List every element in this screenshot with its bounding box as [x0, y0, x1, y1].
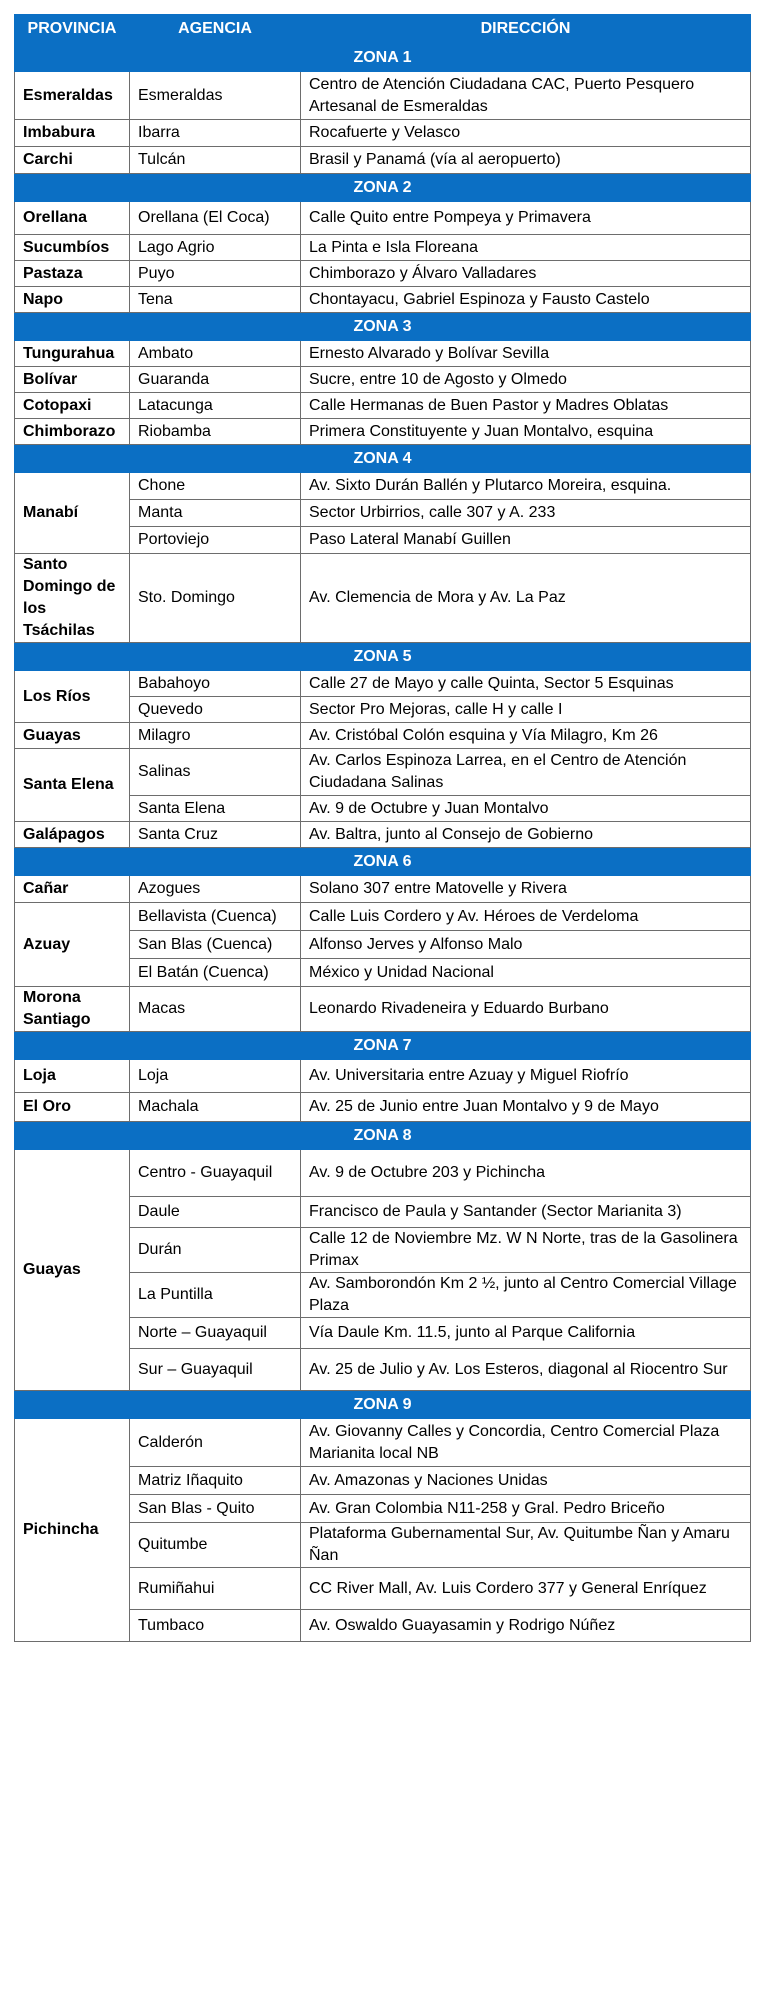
zone-row [15, 313, 751, 341]
table-row [15, 147, 751, 174]
table-row [15, 120, 751, 147]
agency-cell: Tumbaco [130, 1610, 301, 1642]
table-row [15, 367, 751, 393]
table-row [15, 235, 751, 261]
province-cell: Cañar [15, 876, 130, 903]
table-header [15, 15, 751, 44]
address-cell: Rocafuerte y Velasco [301, 120, 751, 147]
province-cell: El Oro [15, 1093, 130, 1122]
province-cell: Napo [15, 287, 130, 313]
address-cell: Francisco de Paula y Santander (Sector Marianita 3) [301, 1197, 751, 1228]
province-cell: Bolívar [15, 367, 130, 393]
address-cell: Av. 9 de Octubre y Juan Montalvo [301, 796, 751, 822]
zone-label: ZONA 1 [15, 44, 751, 72]
agency-cell: Azogues [130, 876, 301, 903]
header-agencia: AGENCIA [130, 15, 301, 44]
address-cell: Av. 9 de Octubre 203 y Pichincha [301, 1150, 751, 1197]
agency-cell: Quevedo [130, 697, 301, 723]
agency-cell: Centro - Guayaquil [130, 1150, 301, 1197]
table-row [15, 287, 751, 313]
agency-cell: San Blas (Cuenca) [130, 931, 301, 959]
address-cell: Sector Pro Mejoras, calle H y calle I [301, 697, 751, 723]
address-cell: Leonardo Rivadeneira y Eduardo Burbano [301, 987, 751, 1032]
agency-cell: Orellana (El Coca) [130, 202, 301, 235]
agency-cell: Machala [130, 1093, 301, 1122]
agencies-table-container [14, 14, 750, 1642]
table-row [15, 341, 751, 367]
address-cell: CC River Mall, Av. Luis Cordero 377 y General Enríquez [301, 1568, 751, 1610]
zone-label: ZONA 6 [15, 848, 751, 876]
zone-row [15, 174, 751, 202]
agency-cell: El Batán (Cuenca) [130, 959, 301, 987]
address-cell: Alfonso Jerves y Alfonso Malo [301, 931, 751, 959]
agency-cell: Milagro [130, 723, 301, 749]
zone-label: ZONA 9 [15, 1391, 751, 1419]
zone-row [15, 643, 751, 671]
address-cell: Av. Baltra, junto al Consejo de Gobierno [301, 822, 751, 848]
address-cell: Calle Hermanas de Buen Pastor y Madres Oblatas [301, 393, 751, 419]
address-cell: Calle 27 de Mayo y calle Quinta, Sector 5 Esquinas [301, 671, 751, 697]
province-cell: Cotopaxi [15, 393, 130, 419]
province-cell: Tungurahua [15, 341, 130, 367]
agency-cell: Rumiñahui [130, 1568, 301, 1610]
agency-cell: Latacunga [130, 393, 301, 419]
address-cell: Av. Giovanny Calles y Concordia, Centro Comercial Plaza Marianita local NB [301, 1419, 751, 1467]
province-cell: Santa Elena [15, 749, 130, 822]
agency-cell: Norte – Guayaquil [130, 1318, 301, 1349]
table-row [15, 393, 751, 419]
agency-cell: Daule [130, 1197, 301, 1228]
agency-cell: Calderón [130, 1419, 301, 1467]
zone-row [15, 44, 751, 72]
address-cell: Primera Constituyente y Juan Montalvo, esquina [301, 419, 751, 445]
address-cell: Paso Lateral Manabí Guillen [301, 527, 751, 554]
agency-cell: Sur – Guayaquil [130, 1349, 301, 1391]
province-cell: Carchi [15, 147, 130, 174]
province-cell: Los Ríos [15, 671, 130, 723]
agency-cell: Santa Elena [130, 796, 301, 822]
agency-cell: Guaranda [130, 367, 301, 393]
address-cell: Brasil y Panamá (vía al aeropuerto) [301, 147, 751, 174]
address-cell: Av. Cristóbal Colón esquina y Vía Milagro, Km 26 [301, 723, 751, 749]
province-cell: Esmeraldas [15, 72, 130, 120]
address-cell: Vía Daule Km. 11.5, junto al Parque California [301, 1318, 751, 1349]
zone-row [15, 1032, 751, 1060]
table-row [15, 876, 751, 903]
agency-cell: Sto. Domingo [130, 554, 301, 643]
zone-row [15, 445, 751, 473]
agency-cell: Tena [130, 287, 301, 313]
address-cell: Chimborazo y Álvaro Valladares [301, 261, 751, 287]
table-row [15, 1150, 751, 1197]
address-cell: Av. Sixto Durán Ballén y Plutarco Moreira, esquina. [301, 473, 751, 500]
table-row [15, 749, 751, 796]
zone-label: ZONA 7 [15, 1032, 751, 1060]
address-cell: Av. Samborondón Km 2 ½, junto al Centro Comercial Village Plaza [301, 1273, 751, 1318]
province-cell: Guayas [15, 1150, 130, 1391]
province-cell: Orellana [15, 202, 130, 235]
header-provincia: PROVINCIA [15, 15, 130, 44]
province-cell: Pichincha [15, 1419, 130, 1642]
zone-row [15, 1122, 751, 1150]
table-row [15, 261, 751, 287]
agency-cell: Matriz Iñaquito [130, 1467, 301, 1495]
agency-cell: Loja [130, 1060, 301, 1093]
address-cell: Av. 25 de Julio y Av. Los Esteros, diagonal al Riocentro Sur [301, 1349, 751, 1391]
zone-label: ZONA 3 [15, 313, 751, 341]
province-cell: Pastaza [15, 261, 130, 287]
address-cell: México y Unidad Nacional [301, 959, 751, 987]
agency-cell: Ibarra [130, 120, 301, 147]
address-cell: Plataforma Gubernamental Sur, Av. Quitumbe Ñan y Amaru Ñan [301, 1523, 751, 1568]
table-row [15, 903, 751, 931]
table-row [15, 671, 751, 697]
table-row [15, 554, 751, 643]
agency-cell: Esmeraldas [130, 72, 301, 120]
address-cell: Sucre, entre 10 de Agosto y Olmedo [301, 367, 751, 393]
table-row [15, 822, 751, 848]
agency-cell: Santa Cruz [130, 822, 301, 848]
address-cell: Calle Quito entre Pompeya y Primavera [301, 202, 751, 235]
table-row [15, 1419, 751, 1467]
province-cell: Loja [15, 1060, 130, 1093]
address-cell: Av. Amazonas y Naciones Unidas [301, 1467, 751, 1495]
province-cell: Guayas [15, 723, 130, 749]
table-row [15, 419, 751, 445]
province-cell: Azuay [15, 903, 130, 987]
agency-cell: Bellavista (Cuenca) [130, 903, 301, 931]
agency-cell: Manta [130, 500, 301, 527]
address-cell: Sector Urbirrios, calle 307 y A. 233 [301, 500, 751, 527]
zone-label: ZONA 5 [15, 643, 751, 671]
address-cell: Ernesto Alvarado y Bolívar Sevilla [301, 341, 751, 367]
table-row [15, 723, 751, 749]
agency-cell: Puyo [130, 261, 301, 287]
table-row [15, 473, 751, 500]
header-direccion: DIRECCIÓN [301, 15, 751, 44]
table-row [15, 202, 751, 235]
table-row [15, 987, 751, 1032]
zone-label: ZONA 2 [15, 174, 751, 202]
agency-cell: Portoviejo [130, 527, 301, 554]
province-cell: Chimborazo [15, 419, 130, 445]
zone-row [15, 848, 751, 876]
agency-cell: Babahoyo [130, 671, 301, 697]
province-cell: Galápagos [15, 822, 130, 848]
table-row [15, 1093, 751, 1122]
agency-cell: Tulcán [130, 147, 301, 174]
province-cell: Santo Domingo de los Tsáchilas [15, 554, 130, 643]
address-cell: Av. Gran Colombia N11-258 y Gral. Pedro Briceño [301, 1495, 751, 1523]
address-cell: Av. Clemencia de Mora y Av. La Paz [301, 554, 751, 643]
agency-cell: San Blas - Quito [130, 1495, 301, 1523]
province-cell: Imbabura [15, 120, 130, 147]
agency-cell: Macas [130, 987, 301, 1032]
province-cell: Manabí [15, 473, 130, 554]
agency-cell: Ambato [130, 341, 301, 367]
zone-label: ZONA 8 [15, 1122, 751, 1150]
address-cell: Av. Universitaria entre Azuay y Miguel Riofrío [301, 1060, 751, 1093]
table-row [15, 72, 751, 120]
address-cell: Av. 25 de Junio entre Juan Montalvo y 9 de Mayo [301, 1093, 751, 1122]
agency-cell: Riobamba [130, 419, 301, 445]
zone-row [15, 1391, 751, 1419]
agency-cell: Quitumbe [130, 1523, 301, 1568]
address-cell: Centro de Atención Ciudadana CAC, Puerto Pesquero Artesanal de Esmeraldas [301, 72, 751, 120]
agency-cell: La Puntilla [130, 1273, 301, 1318]
address-cell: La Pinta e Isla Floreana [301, 235, 751, 261]
address-cell: Av. Oswaldo Guayasamin y Rodrigo Núñez [301, 1610, 751, 1642]
agency-cell: Chone [130, 473, 301, 500]
province-cell: Sucumbíos [15, 235, 130, 261]
address-cell: Solano 307 entre Matovelle y Rivera [301, 876, 751, 903]
agency-cell: Lago Agrio [130, 235, 301, 261]
province-cell: Morona Santiago [15, 987, 130, 1032]
address-cell: Chontayacu, Gabriel Espinoza y Fausto Castelo [301, 287, 751, 313]
agency-cell: Salinas [130, 749, 301, 796]
address-cell: Calle 12 de Noviembre Mz. W N Norte, tras de la Gasolinera Primax [301, 1228, 751, 1273]
table-row [15, 1060, 751, 1093]
agencies-table [14, 14, 751, 1642]
table-body [15, 44, 751, 1642]
address-cell: Calle Luis Cordero y Av. Héroes de Verdeloma [301, 903, 751, 931]
agency-cell: Durán [130, 1228, 301, 1273]
address-cell: Av. Carlos Espinoza Larrea, en el Centro de Atención Ciudadana Salinas [301, 749, 751, 796]
zone-label: ZONA 4 [15, 445, 751, 473]
